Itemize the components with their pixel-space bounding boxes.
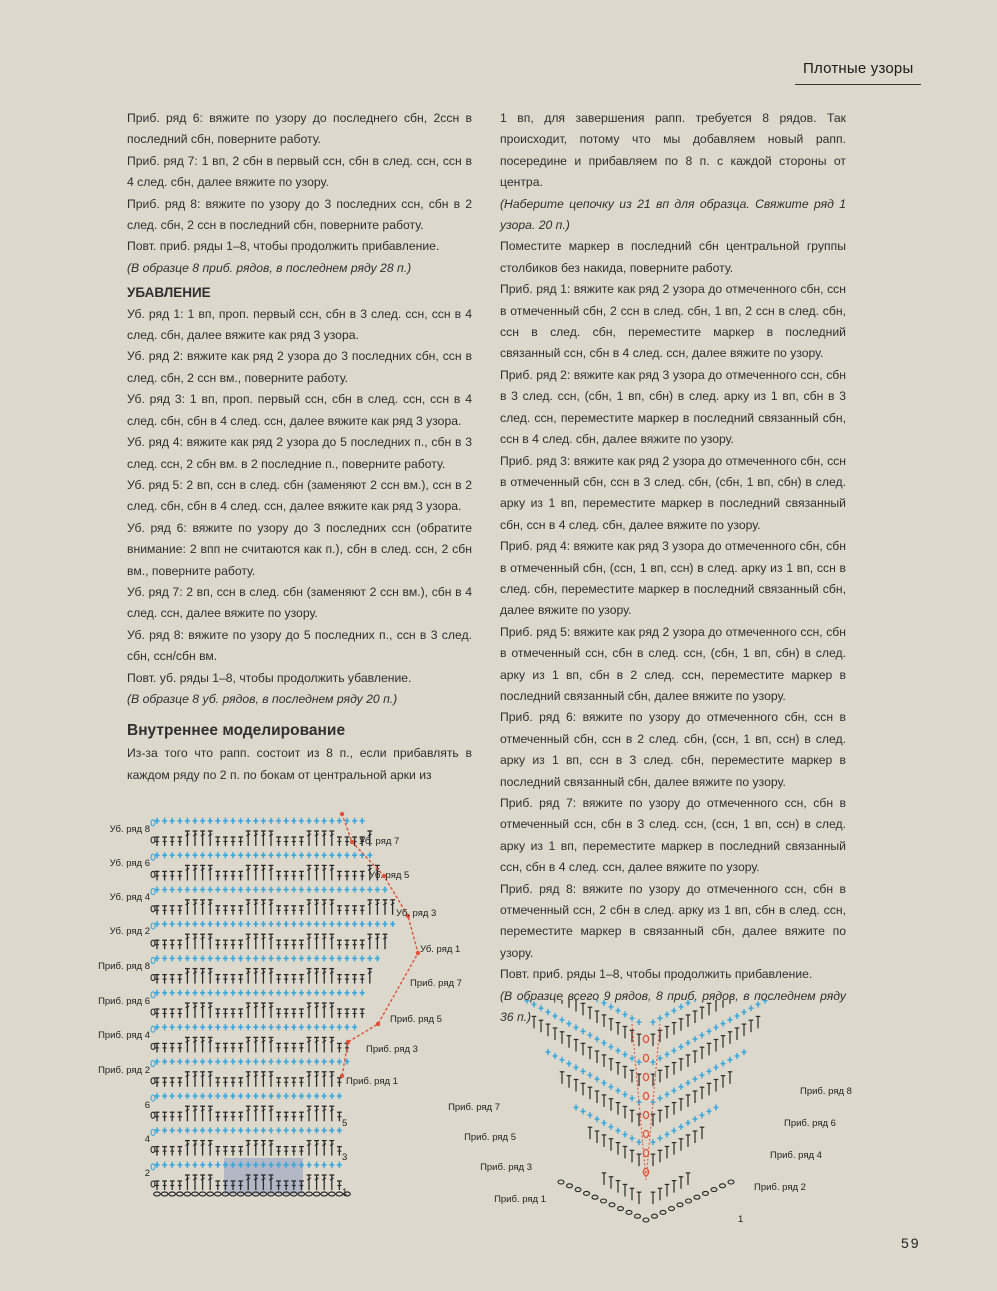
chain-stitch (199, 1192, 206, 1196)
chain-stitch (558, 1180, 564, 1184)
row-label-left: Приб. ряд 1 (494, 1194, 546, 1205)
paragraph: Приб. ряд 6: вяжите по узору до последнего сбн, 2ссн в последний сбн, поверните работу. (127, 111, 472, 147)
chain-stitch (329, 1192, 336, 1196)
row-label-left: Приб. ряд 8 (98, 961, 150, 972)
shaping-node (340, 1074, 344, 1078)
turning-chain (151, 992, 155, 998)
turning-chain (151, 871, 155, 877)
center-chain (643, 1092, 648, 1099)
paragraph: Уб. ряд 7: 2 вп, ссн в след. сбн (заменяют 2 ссн вм.), сбн в 4 след. ссн, далее вяжите по узору. (127, 584, 472, 621)
paragraph: Уб. ряд 8: вяжите по узору до 5 последних п., ссн в 3 след. сбн, ссн/сбн вм. (127, 627, 472, 664)
chain-stitch (609, 1203, 615, 1207)
chain-stitch (686, 1199, 692, 1203)
paragraph: Уб. ряд 2: вяжите как ряд 2 узора до 3 последних сбн, ссн в след. сбн, 2 ссн вм., поверните работу. (127, 349, 472, 385)
row-label-right: Приб. ряд 7 (410, 978, 462, 989)
turning-chain (151, 1164, 155, 1170)
row-label-left: Приб. ряд 4 (98, 1030, 150, 1041)
chain-stitch (169, 1192, 176, 1196)
flat-increase-decrease-chart (84, 806, 474, 1221)
turning-chain (151, 906, 155, 912)
section-heading: УБАВЛЕНИЕ (127, 285, 211, 301)
page-number: 59 (901, 1235, 921, 1251)
header-rule (795, 84, 921, 85)
turning-chain (151, 1061, 155, 1067)
turning-chain (151, 923, 155, 929)
note-paragraph: (В образце 8 уб. рядов, в последнем ряду 20 п.) (127, 691, 398, 706)
note-paragraph: (В образце всего 9 рядов, 8 приб. рядов, в последнем ряду 36 п.) (500, 988, 846, 1025)
chain-stitch (567, 1184, 573, 1188)
row-label-left: Приб. ряд 5 (464, 1132, 516, 1143)
chain-stitch (711, 1188, 717, 1192)
row-label-right: Приб. ряд 3 (366, 1044, 418, 1055)
chain-stitch (161, 1192, 168, 1196)
chain-stitch (321, 1192, 328, 1196)
paragraph: Приб. ряд 8: вяжите по узору до 3 последних ссн, сбн в 2 след. сбн, 2 ссн в последний сбн, поверните работу. (127, 196, 472, 233)
row-label-left: Уб. ряд 4 (109, 892, 150, 903)
turning-chain (151, 1181, 155, 1187)
row-label-left: 6 (144, 1100, 150, 1111)
chain-stitch (652, 1214, 658, 1218)
paragraph: Уб. ряд 6: вяжите по узору до 3 последних ссн (обратите внимание: 2 впп не считаются как п.), сбн в след. ссн, 2 сбн вм., поверните работу. (127, 520, 472, 578)
chain-stitch (677, 1203, 683, 1207)
paragraph: Из-за того что рапп. состоит из 8 п., если прибавлять в каждом ряду по 2 п. по бокам от центральной арки из (127, 746, 472, 782)
turning-chain (151, 1078, 155, 1084)
chain-stitch (306, 1192, 313, 1196)
paragraph: Повт. приб. ряды 1–8, чтобы продолжить прибавление. (500, 967, 813, 982)
turning-chain (151, 1026, 155, 1032)
turning-chain (151, 1147, 155, 1153)
row-label-right: 5 (342, 1118, 348, 1129)
row-label-right: Приб. ряд 2 (754, 1182, 806, 1193)
shaping-node (346, 1040, 350, 1044)
row-label-left: Уб. ряд 2 (109, 926, 150, 937)
turning-chain (151, 889, 155, 895)
center-chain (643, 1035, 648, 1042)
chain-stitch (728, 1180, 734, 1184)
center-chain (643, 1168, 648, 1175)
paragraph: Приб. ряд 1: вяжите как ряд 2 узора до отмеченного сбн, ссн в отмеченный сбн, 2 ссн в след. сбн, 1 вп, 2 ссн в след. сбн, ссн в след. сбн, переместите маркер в последний связанный ссн, сбн в 4 след. ссн, далее вяжите по узору. (500, 282, 846, 361)
row-label-right: Уб. ряд 7 (359, 836, 400, 847)
row-label-right: Уб. ряд 5 (369, 870, 410, 881)
chain-stitch (592, 1195, 598, 1199)
row-label-right: 1 (342, 1187, 348, 1198)
chain-stitch (215, 1192, 222, 1196)
v-increase-chart (436, 1000, 876, 1235)
turning-chain (151, 975, 155, 981)
chain-stitch (177, 1192, 184, 1196)
chain-stitch (626, 1210, 632, 1214)
chain-stitch (313, 1192, 320, 1196)
turning-chain (151, 854, 155, 860)
center-chain (643, 1130, 648, 1137)
paragraph: Приб. ряд 7: 1 вп, 2 сбн в первый ссн, сбн в след. ссн, ссн в 4 след. сбн, далее вяжите по узору. (127, 153, 472, 190)
chain-stitch (575, 1188, 581, 1192)
turning-chain (151, 957, 155, 963)
row-label-left: Приб. ряд 7 (448, 1102, 500, 1113)
turning-chain (151, 820, 155, 826)
center-chain (643, 1111, 648, 1118)
row-label-left: 4 (144, 1134, 150, 1145)
shaping-node (376, 1022, 380, 1026)
note-paragraph: (Наберите цепочку из 21 вп для образца. Свяжите ряд 1 узора. 20 п.) (500, 196, 846, 233)
chain-stitch (703, 1191, 709, 1195)
row-label-right: Приб. ряд 4 (770, 1150, 822, 1161)
paragraph: Приб. ряд 7: вяжите по узору до отмеченного ссн, сбн в отмеченный ссн, сбн в 3 след. ссн, (ссн, 1 вп, ссн) в след. арку из 1 вп, переместите маркер в последний связанный ссн, сбн в 4 след. ссн, далее вяжите по узору. (500, 796, 846, 875)
center-chain (643, 1073, 648, 1080)
shaping-node (340, 812, 344, 816)
chain-stitch (643, 1218, 649, 1222)
row-label-right: 1 (738, 1214, 744, 1225)
row-label-right: Уб. ряд 3 (396, 908, 437, 919)
chain-stitch (618, 1207, 624, 1211)
paragraph: Приб. ряд 5: вяжите как ряд 2 узора до отмеченного ссн, сбн в отмеченный ссн, сбн в след. ссн, (сбн, 1 вп, сбн) в след. арку из 1 вп, сбн в 2 след. ссн, переместите маркер в последний связанный сбн, далее вяжите по узору. (500, 624, 846, 703)
right-text-column (500, 108, 846, 1028)
paragraph: Повт. приб. ряды 1–8, чтобы продолжить прибавление. (127, 239, 440, 254)
row-label-right: 3 (342, 1152, 348, 1163)
chain-stitch (660, 1210, 666, 1214)
row-label-left: Приб. ряд 6 (98, 996, 150, 1007)
row-label-right: Приб. ряд 6 (784, 1118, 836, 1129)
row-label-right: Уб. ряд 1 (420, 944, 461, 955)
turning-chain (151, 1043, 155, 1049)
chain-stitch (669, 1207, 675, 1211)
row-label-left: Уб. ряд 6 (109, 858, 150, 869)
center-chain (643, 1054, 648, 1061)
row-label-left: Уб. ряд 8 (109, 824, 150, 835)
row-label-right: Приб. ряд 8 (800, 1086, 852, 1097)
chain-stitch (184, 1192, 191, 1196)
row-label-left: 2 (144, 1168, 150, 1179)
chain-stitch (192, 1192, 199, 1196)
chain-stitch (584, 1191, 590, 1195)
left-text-column (127, 108, 472, 786)
section-heading: Внутреннее моделирование (127, 722, 346, 740)
turning-chain (151, 940, 155, 946)
row-label-right: Приб. ряд 1 (346, 1076, 398, 1087)
turning-chain (151, 1009, 155, 1015)
paragraph: Повт. уб. ряды 1–8, чтобы продолжить убавление. (127, 670, 412, 685)
paragraph: Поместите маркер в последний сбн центральной группы столбиков без накида, поверните работу. (500, 239, 846, 275)
shaping-node (350, 840, 354, 844)
chain-stitch (694, 1195, 700, 1199)
turning-chain (151, 1129, 155, 1135)
chain-stitch (154, 1192, 161, 1196)
paragraph: Приб. ряд 2: вяжите как ряд 3 узора до отмеченного ссн, сбн в 3 след. ссн, (сбн, 1 вп, сбн) в след. арку из 1 вп, сбн в 3 след. ссн, переместите маркер в последний связанный сбн, ссн в 4 след. сбн, далее вяжите по узору. (500, 367, 846, 447)
chain-stitch (601, 1199, 607, 1203)
turning-chain (151, 837, 155, 843)
note-paragraph: (В образце 8 приб. рядов, в последнем ряду 28 п.) (127, 260, 412, 275)
paragraph: Уб. ряд 1: 1 вп, проп. первый ссн, сбн в 3 след. ссн, ссн в 4 след. сбн, далее вяжите как ряд 3 узора. (127, 306, 472, 343)
turning-chain (151, 1095, 155, 1101)
turning-chain (151, 1112, 155, 1118)
chain-stitch (720, 1184, 726, 1188)
row-label-left: Приб. ряд 3 (480, 1162, 532, 1173)
running-header: Плотные узоры (803, 60, 914, 77)
paragraph: Уб. ряд 4: вяжите как ряд 2 узора до 5 последних п., сбн в 3 след. ссн, 2 сбн вм. в 2 последние п., поверните работу. (127, 435, 472, 471)
row-label-right: Приб. ряд 5 (390, 1014, 442, 1025)
row-label-left: Приб. ряд 2 (98, 1065, 150, 1076)
paragraph: 1 вп, для завершения рапп. требуется 8 рядов. Так происходит, потому что мы добавляем новый рапп. посередине и прибавляем по 8 п. с каждой стороны от центра. (500, 111, 846, 190)
paragraph: Приб. ряд 6: вяжите по узору до отмеченного сбн, ссн в отмеченный сбн, ссн в 2 след. сбн, (ссн, 1 вп, ссн) в след. арку из 1 вп, ссн в 3 след. сбн, переместите маркер в последний связанный сбн, далее вяжите по узору. (500, 710, 846, 789)
paragraph: Уб. ряд 5: 2 вп, ссн в след. сбн (заменяют 2 ссн вм.), ссн в 2 след. сбн, сбн в 4 след. ссн, далее вяжите как ряд 3 узора. (127, 477, 472, 514)
paragraph: Уб. ряд 3: 1 вп, проп. первый ссн, сбн в след. ссн, ссн в 4 след. сбн, сбн в 4 след. ссн, далее вяжите как ряд 3 узора. (127, 392, 472, 428)
paragraph: Приб. ряд 4: вяжите как ряд 3 узора до отмеченного сбн, сбн в отмеченный сбн, (ссн, 1 вп, ссн) в след. арку из 1 вп, ссн в след. сбн, переместите маркер в последний связанный сбн, далее вяжите по узору. (500, 539, 846, 618)
paragraph: Приб. ряд 3: вяжите как ряд 2 узора до отмеченного сбн, ссн в отмеченный сбн, ссн в 3 след. сбн, (сбн, 1 вп, сбн) в след. арку из 1 вп, переместите маркер в последний связанный сбн, ссн в 4 след. сбн, далее вяжите по узору. (500, 453, 846, 532)
paragraph: Приб. ряд 8: вяжите по узору до отмеченного ссн, сбн в отмеченный ссн, 2 сбн в след. арку из 1 вп, сбн в след. ссн, переместите маркер в связанный сбн, далее вяжите по узору. (500, 881, 846, 960)
chain-stitch (207, 1192, 214, 1196)
chain-stitch (635, 1214, 641, 1218)
